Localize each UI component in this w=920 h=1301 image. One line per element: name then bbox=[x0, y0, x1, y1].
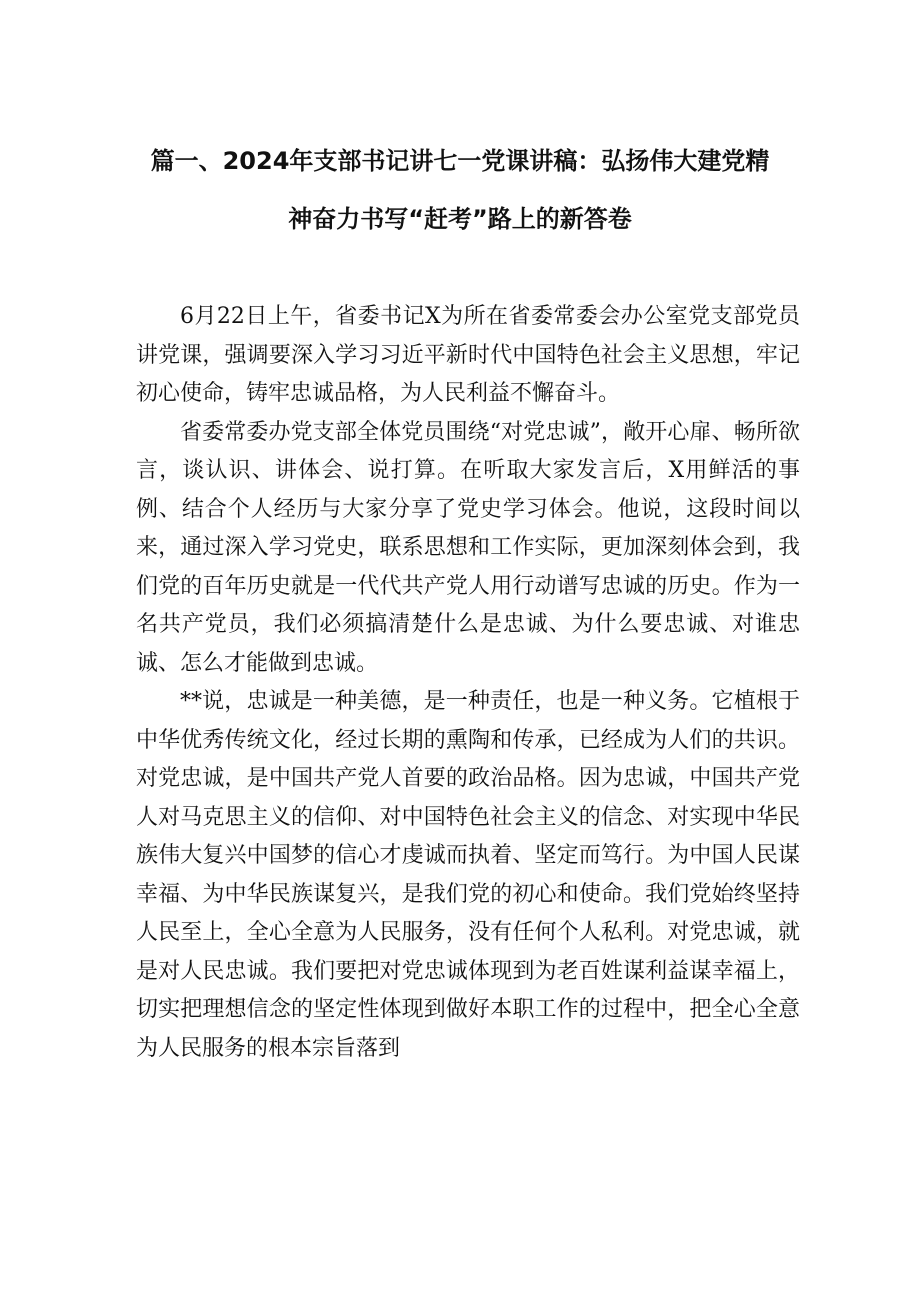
document-title-line-2: 神奋力书写“赶考”路上的新答卷 bbox=[288, 205, 632, 233]
document-title-line-1: 篇一、2024年支部书记讲七一党课讲稿：弘扬伟大建党精 bbox=[150, 147, 770, 175]
paragraph: 省委常委办党支部全体党员围绕“对党忠诚”，敞开心扉、畅所欲言，谈认识、讲体会、说打算。在听取大家发言后，X用鲜活的事例、结合个人经历与大家分享了党史学习体会。他说，这段时间以来，通过深入学习党史，联系思想和工作实际，更加深刻体会到，我们党的百年历史就是一代代共产党人用行动谱写忠诚的历史。作为一名共产党员，我们必须搞清楚什么是忠诚、为什么要忠诚、对谁忠诚、怎么才能做到忠诚。 bbox=[136, 419, 800, 676]
document-body bbox=[136, 298, 800, 1068]
paragraph: 6月22日上午，省委书记X为所在省委常委会办公室党支部党员讲党课，强调要深入学习习近平新时代中国特色社会主义思想，牢记初心使命，铸牢忠诚品格，为人民利益不懈奋斗。 bbox=[136, 304, 800, 406]
paragraph: **说，忠诚是一种美德，是一种责任，也是一种义务。它植根于中华优秀传统文化，经过长期的熏陶和传承，已经成为人们的共识。对党忠诚，是中国共产党人首要的政治品格。因为忠诚，中国共产党人对马克思主义的信仰、对中国特色社会主义的信念、对实现中华民族伟大复兴中国梦的信心才虔诚而执着、坚定而笃行。为中国人民谋幸福、为中华民族谋复兴，是我们党的初心和使命。我们党始终坚持人民至上，全心全意为人民服务，没有任何个人私利。对党忠诚，就是对人民忠诚。我们要把对党忠诚体现到为老百姓谋利益谋幸福上，切实把理想信念的坚定性体现到做好本职工作的过程中，把全心全意为人民服务的根本宗旨落到 bbox=[136, 689, 800, 1061]
